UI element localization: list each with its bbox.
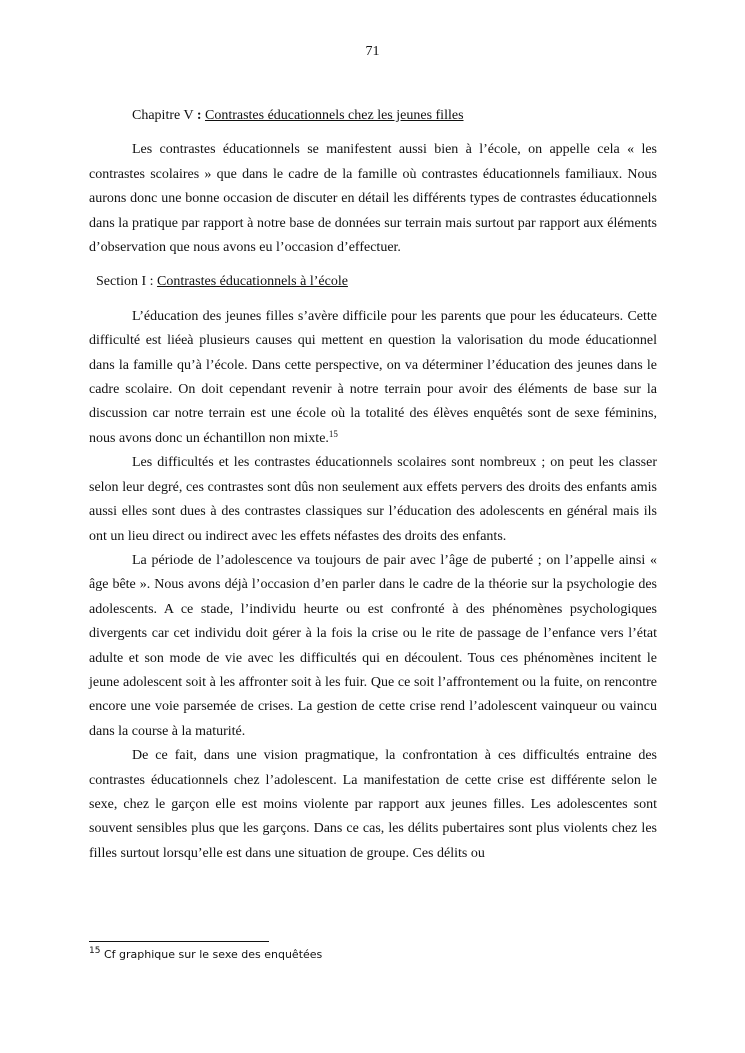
body-paragraph: La période de l’adolescence va toujours de pair avec l’âge de puberté ; on l’appelle ainsi « âge bête ». Nous avons déjà l’occasion d’en parler dans le cadre de la théorie sur la psychologie des adolescents. A ce stade, l’individu heurte ou est confronté à des phénomènes psychologiques divergents car cet individu doit gérer à la fois la crise ou le rite de passage de l’enfance vers l’état adulte et son mode de vie avec les difficultés qui en découlent. Tous ces phénomènes incitent le jeune adolescent soit à les affronter soit à les fuir. Que ce soit l’affrontement ou la fuite, on rencontre encore une voie parsemée de crises. La gestion de cette crise rend l’adolescent vainqueur ou vaincu dans la course à la maturité. (89, 552, 657, 739)
section-prefix: Section I : (96, 274, 158, 290)
footnote-reference[interactable]: 15 (328, 428, 338, 439)
chapter-title: Contrastes éducationnels chez les jeunes filles (204, 108, 464, 123)
footnote (89, 948, 322, 962)
page-body (89, 104, 657, 866)
body-paragraph: De ce fait, dans une vision pragmatique, la confrontation à ces difficultés entraine des contrastes éducationnels chez l’adolescent. La manifestation de cette crise est différente selon le sexe, chez le garçon elle est moins violente par rapport aux jeunes filles. Les adolescentes sont souvent sensibles plus que les garçons. Dans ce cas, les délits pubertaires sont plus violents chez les filles surtout lorsqu’elle est dans une situation de groupe. Ces délits ou (89, 748, 657, 861)
page-number: 71 (365, 44, 380, 59)
chapter-heading (89, 104, 657, 128)
section-title: Contrastes éducationnels à l’école (157, 274, 348, 290)
intro-paragraph: Les contrastes éducationnels se manifestent aussi bien à l’école, on appelle cela « les contrastes scolaires » que dans le cadre de la famille où contrastes éducationnels familiaux. Nous aurons donc une bonne occasion de discuter en détail les différents types de contrastes éducationnels dans la pratique par rapport à notre base de données sur terrain mais surtout par rapport aux éléments d’observation que nous avons eu l’occasion d’effectuer. (89, 142, 657, 256)
chapter-colon: : (196, 108, 202, 123)
body-paragraph (89, 305, 657, 451)
footnote-number: 15 (89, 946, 101, 956)
body-paragraph: Les difficultés et les contrastes éducationnels scolaires sont nombreux ; on peut les classer selon leur degré, ces contrastes sont dûs non seulement aux effets pervers des droits des enfants amis aussi elles sont dues à des contrastes classiques sur l’éducation des adolescents en général mais ils ont un lieu direct ou indirect avec les effets néfastes des droits des enfants. (89, 455, 657, 544)
chapter-prefix: Chapitre V (132, 108, 197, 123)
paragraph-text: L’éducation des jeunes filles s’avère difficile pour les parents que pour les éducateurs. Cette difficulté est liéeà plusieurs causes qui mettent en question la valorisation du mode éducationnel dans la famille qu’à l’école. Dans cette perspective, on va déterminer l’éducation des jeunes dans le cadre scolaire. On doit cependant revenir à notre terrain pour avoir des éléments de base sur la discussion car notre terrain est une école où la totalité des élèves enquêtés sont de sexe féminins, nous avons donc un échantillon non mixte. (89, 308, 657, 446)
section-heading (96, 270, 657, 294)
footnote-text: Cf graphique sur le sexe des enquêtées (100, 948, 323, 961)
footnote-separator (89, 941, 269, 942)
